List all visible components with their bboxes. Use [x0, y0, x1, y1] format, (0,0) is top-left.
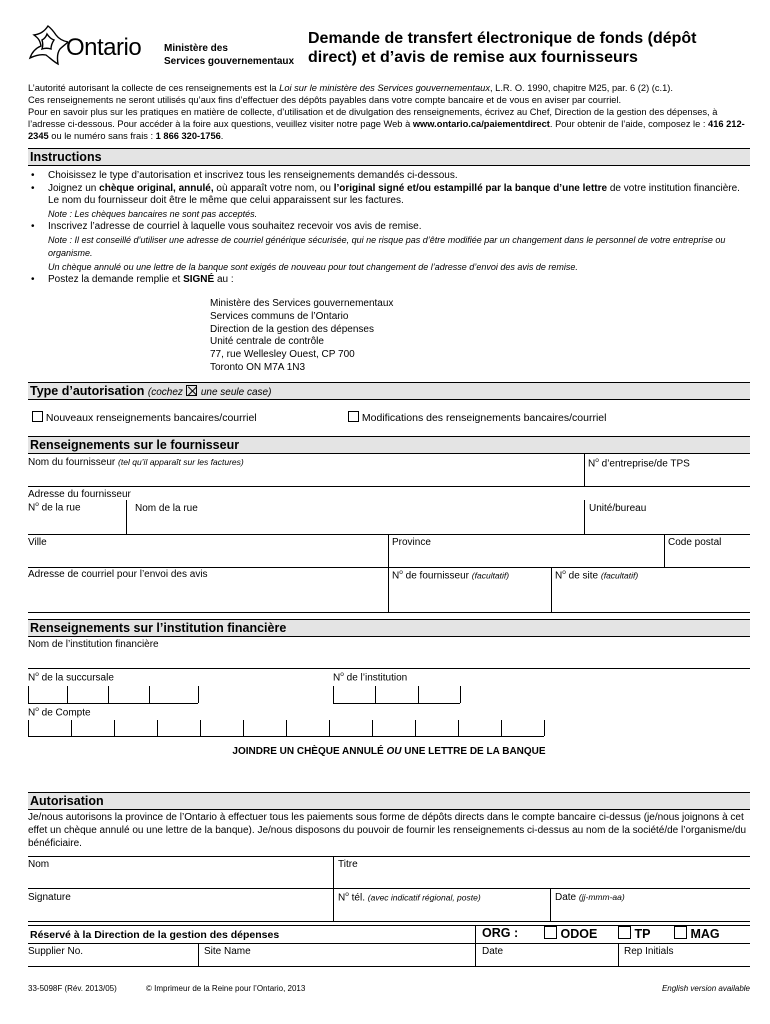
option-new-banking[interactable]: Nouveaux renseignements bancaires/courriel — [32, 411, 257, 424]
list-item: • Choisissez le type d’autorisation et inscrivez tous les renseignements demandés ci-dessous. — [31, 170, 458, 181]
odoe-option[interactable]: ODOE — [544, 926, 597, 941]
checked-box-icon — [186, 385, 197, 396]
list-item: • Postez la demande remplie et SIGNÉ au : — [31, 274, 234, 285]
unit-field[interactable]: Unité/bureau — [589, 503, 647, 514]
supplier-number-field[interactable]: $N^o$ de fournisseur (facultatif) — [392, 569, 510, 582]
org-label: ORG : — [482, 926, 519, 940]
site-number-field[interactable]: $N^o$ de site (facultatif) — [555, 569, 639, 582]
ministry-name: Ministère des Services gouvernementaux — [164, 43, 295, 67]
change-banking-checkbox[interactable] — [348, 411, 359, 422]
tp-option[interactable]: TP — [618, 926, 650, 941]
new-banking-checkbox[interactable] — [32, 411, 43, 422]
supplier-address-label: Adresse du fournisseur — [28, 489, 131, 500]
gst-number-field[interactable]: $N^o$ d’entreprise/de TPS — [588, 457, 690, 470]
authorization-heading: Autorisation — [28, 792, 750, 810]
logo-wordmark: Ontario — [66, 34, 142, 61]
form-title: Demande de transfert électronique de fonds (dépôt direct) et d’avis de remise aux fournisseurs — [308, 30, 697, 66]
title-field[interactable]: Titre — [338, 859, 358, 870]
name-field[interactable]: Nom — [28, 859, 50, 870]
province-field[interactable]: Province — [392, 537, 431, 548]
supplier-heading: Renseignements sur le fournisseur — [28, 436, 750, 454]
ontario-logo — [28, 22, 158, 72]
street-name-field[interactable]: Nom de la rue — [135, 503, 198, 514]
copyright: © Imprimeur de la Reine pour l’Ontario, 2013 — [146, 984, 306, 993]
attach-cheque-notice: JOINDRE UN CHÈQUE ANNULÉ OU UNE LETTRE DE LA BANQUE — [232, 746, 546, 757]
instructions-heading: Instructions — [28, 148, 750, 166]
authorization-text: Je/nous autorisons la province de l’Ontario à effectuer tous les paiements sous forme de dépôts directs dans le compte bancaire ci-dessus (je/nous joignons à cet effet un chèque annulé ou une lettre de la banque). Je/nous disposons du pouvoir de fournir les renseignements ci-dessus au nom de la société/de l’organisme/du bénéficiaire. — [28, 812, 747, 849]
list-item: • Inscrivez l’adresse de courriel à laquelle vous souhaitez recevoir vos avis de remise. Note : Il est conseillé d’utiliser une adresse de courriel générique sécurisée, qui ne risque pas d’être modifiée par un changement dans le personnel de votre entreprise ou organisme. Un chèque annulé ou une lettre de la banque sont exigés de nouveau pour tout changement de l’adresse d’envoi des avis de remise. — [31, 221, 726, 272]
supplier-name-field[interactable]: Nom du fournisseur (tel qu’il apparaît sur les factures) — [28, 457, 244, 468]
account-number-label: $N^o$ de Compte — [28, 706, 91, 719]
bank-heading: Renseignements sur l’institution financière — [28, 619, 750, 637]
institution-number-label: $N^o$ de l’institution — [333, 671, 408, 684]
tp-checkbox[interactable] — [618, 926, 631, 939]
mailing-address: Ministère des Services gouvernementaux Services communs de l’Ontario Direction de la gestion des dépenses Unité centrale de contrôle 77, rue Wellesley Ouest, CP 700 Toronto ON M7A 1N3 — [210, 298, 394, 373]
branch-number-label: $N^o$ de la succursale — [28, 671, 114, 684]
form-number: 33-5098F (Rév. 2013/05) — [28, 984, 117, 993]
odoe-checkbox[interactable] — [544, 926, 557, 939]
phone-field[interactable]: $N^o$ tél. (avec indicatif régional, poste) — [338, 891, 481, 904]
site-name-field[interactable]: Site Name — [204, 946, 251, 957]
supplier-no-field[interactable]: Supplier No. — [28, 946, 84, 957]
form-page — [28, 0, 750, 1024]
website-link[interactable]: www.ontario.ca/paiementdirect — [412, 119, 550, 129]
auth-type-heading: Type d’autorisation (cochez une seule case) — [28, 382, 750, 400]
instructions-list — [28, 170, 750, 287]
institution-name-field[interactable]: Nom de l’institution financière — [28, 639, 159, 650]
english-version-note: English version available — [661, 984, 750, 993]
date-field[interactable]: Date (jj-mmm-aa) — [555, 892, 625, 903]
street-number-field[interactable]: $N^o$ de la rue — [28, 501, 81, 514]
intro-text: L’autorité autorisant la collecte de ces renseignements est la Loi sur le ministère des Services gouvernementaux, L.R. O. 1990, chapitre M25, par. 6 (2) (c.1). Ces renseignements ne seront utilisés qu’aux fins d’effectuer des dépôts payables dans votre compte bancaire et de vous en aviser par courriel. Pour en savoir plus sur les pratiques en matière de collecte, d’utilisation et de divulgation des renseignements, écrivez au Chef, Direction de la gestion des dépenses, à l’adresse ci-dessous. Pour accéder à la foire aux questions, veuillez visiter notre page Web à www.ontario.ca/paiementdirect. Pour obtenir de l’aide, composez le : 416 212-2345 ou le numéro sans frais : 1 866 320-1756. — [28, 83, 745, 141]
list-item: • Joignez un chèque original, annulé, où apparaît votre nom, ou l’original signé et/ou estampillé par la banque d’une lettre de votre institution financière. Le nom du fournisseur doit être le même que celui apparaissent sur les factures. Note : Les chèques bancaires ne sont pas acceptés. — [31, 182, 740, 219]
city-field[interactable]: Ville — [28, 537, 47, 548]
reserved-date-field[interactable]: Date — [482, 946, 504, 957]
signature-field[interactable]: Signature — [28, 892, 71, 903]
option-change-banking[interactable]: Modifications des renseignements bancaires/courriel — [348, 411, 606, 424]
mag-option[interactable]: MAG — [674, 926, 720, 941]
postal-code-field[interactable]: Code postal — [668, 537, 722, 548]
rep-initials-field[interactable]: Rep Initials — [624, 946, 674, 957]
email-field[interactable]: Adresse de courriel pour l’envoi des avis — [28, 569, 208, 580]
reserved-heading: Réservé à la Direction de la gestion des dépenses — [30, 929, 280, 941]
mag-checkbox[interactable] — [674, 926, 687, 939]
trillium-icon — [28, 22, 68, 66]
